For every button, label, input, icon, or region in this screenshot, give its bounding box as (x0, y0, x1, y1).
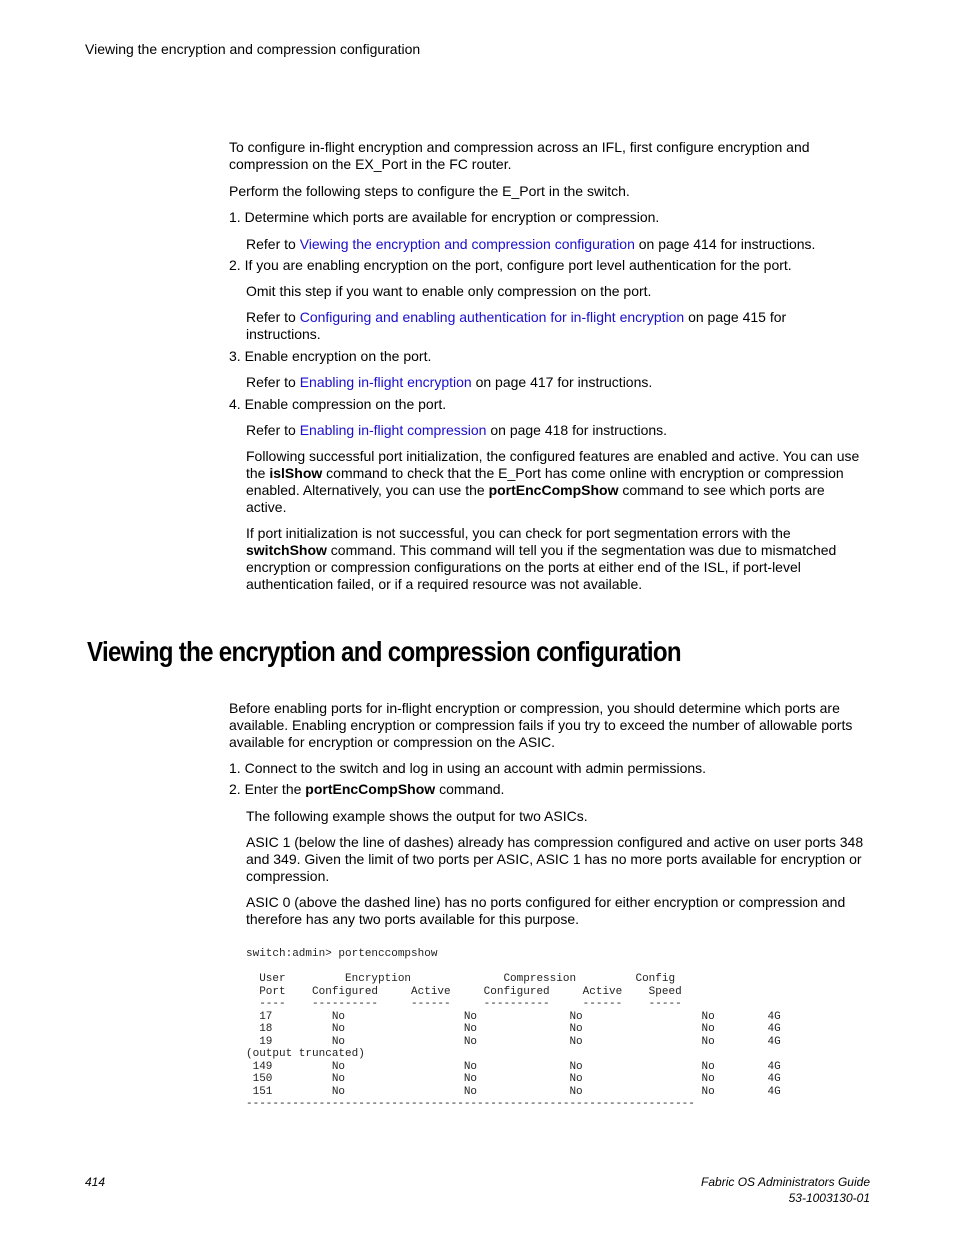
command-portenccompshow: portEncCompShow (488, 482, 619, 498)
step-text: Determine which ports are available for encryption or compression. (244, 209, 660, 225)
step-2 (229, 257, 869, 274)
command-switchshow: switchShow (246, 542, 327, 558)
step-2-note: Omit this step if you want to enable only compression on the port. (246, 283, 652, 299)
section-step-2: 2. Enter the portEncCompShow command. (229, 781, 505, 797)
link-enabling-encryption[interactable]: Enabling in-flight encryption (299, 374, 472, 390)
steps-intro: Perform the following steps to configure the E_Port in the switch. (229, 183, 630, 199)
guide-title: Fabric OS Administrators Guide (701, 1175, 870, 1189)
command-islshow: islShow (269, 465, 323, 481)
step-text: Enable compression on the port. (244, 396, 447, 412)
asic1-paragraph: ASIC 1 (below the line of dashes) already has compression configured and active on user ports 348 and 349. Given the limit of two ports per ASIC, ASIC 1 has no more ports available for encryption or compression. (246, 834, 864, 884)
step-3-reference: Refer to Enabling in-flight encryption on page 417 for instructions. (246, 374, 653, 390)
command-output-example: switch:admin> portenccompshow User Encryption Compression Config Port Configured Active Configured Active Speed ---- ---------- ------ ---------- ------ ----- 17 No No No No 4G 18 No No No No 4G 19 No No No No 4G (output truncated) 149 No No No No 4G 150 No No No No 4G 151 No No No No 4G -------------------------------------------------------------------- (246, 948, 781, 1110)
step-number: 1. (229, 760, 241, 776)
step-3 (229, 348, 869, 365)
step-number: 3. (229, 348, 241, 364)
success-paragraph: Following successful port initialization, the configured features are enabled and active. You can use the islShow command to check that the E_Port has come online with encryption or compression enabled. Alternatively, you can use the portEncCompShow command to see which ports are active. (246, 448, 860, 515)
step-number: 4. (229, 396, 241, 412)
example-intro: The following example shows the output for two ASICs. (246, 808, 588, 824)
step-4-reference: Refer to Enabling in-flight compression on page 418 for instructions. (246, 422, 668, 438)
failure-paragraph: If port initialization is not successful, you can check for port segmentation errors with the switchShow command. This command will tell you if the segmentation was due to mismatched encryption or compression configurations on the ports at either end of the ISL, if port-level authentication failed, or if a required resource was not available. (246, 525, 837, 592)
step-text: Enable encryption on the port. (244, 348, 432, 364)
step-number: 2. (229, 781, 241, 797)
link-enabling-compression[interactable]: Enabling in-flight compression (299, 422, 487, 438)
command-portenccompshow: portEncCompShow (305, 781, 436, 797)
section-title: Viewing the encryption and compression configuration (87, 636, 681, 667)
section-paragraph: Before enabling ports for in-flight encryption or compression, you should determine which ports are available. Enabling encryption or compression fails if you try to exceed the number of allowable ports available for encryption or compression on the ASIC. (229, 700, 853, 750)
step-1-reference: Refer to Viewing the encryption and compression configuration on page 414 for instructions. (246, 236, 816, 252)
step-1 (229, 209, 869, 226)
step-number: 2. (229, 257, 241, 273)
link-viewing-config[interactable]: Viewing the encryption and compression configuration (299, 236, 635, 252)
step-4 (229, 396, 869, 413)
link-configuring-authentication[interactable]: Configuring and enabling authentication for in-flight encryption (299, 309, 685, 325)
running-header: Viewing the encryption and compression configuration (85, 41, 421, 57)
section-step-1 (229, 760, 869, 777)
doc-number: 53-1003130-01 (788, 1191, 870, 1205)
step-number: 1. (229, 209, 241, 225)
step-text: Connect to the switch and log in using an account with admin permissions. (244, 760, 707, 776)
page-number: 414 (85, 1175, 106, 1189)
intro-paragraph: To configure in-flight encryption and compression across an IFL, first configure encryption and compression on the EX_Port in the FC router. (229, 139, 810, 172)
step-2-reference: Refer to Configuring and enabling authentication for in-flight encryption on page 415 for instructions. (246, 309, 787, 342)
step-text: If you are enabling encryption on the port, configure port level authentication for the port. (244, 257, 792, 273)
asic0-paragraph: ASIC 0 (above the dashed line) has no ports configured for either encryption or compression and therefore has any two ports available for this purpose. (246, 894, 846, 927)
